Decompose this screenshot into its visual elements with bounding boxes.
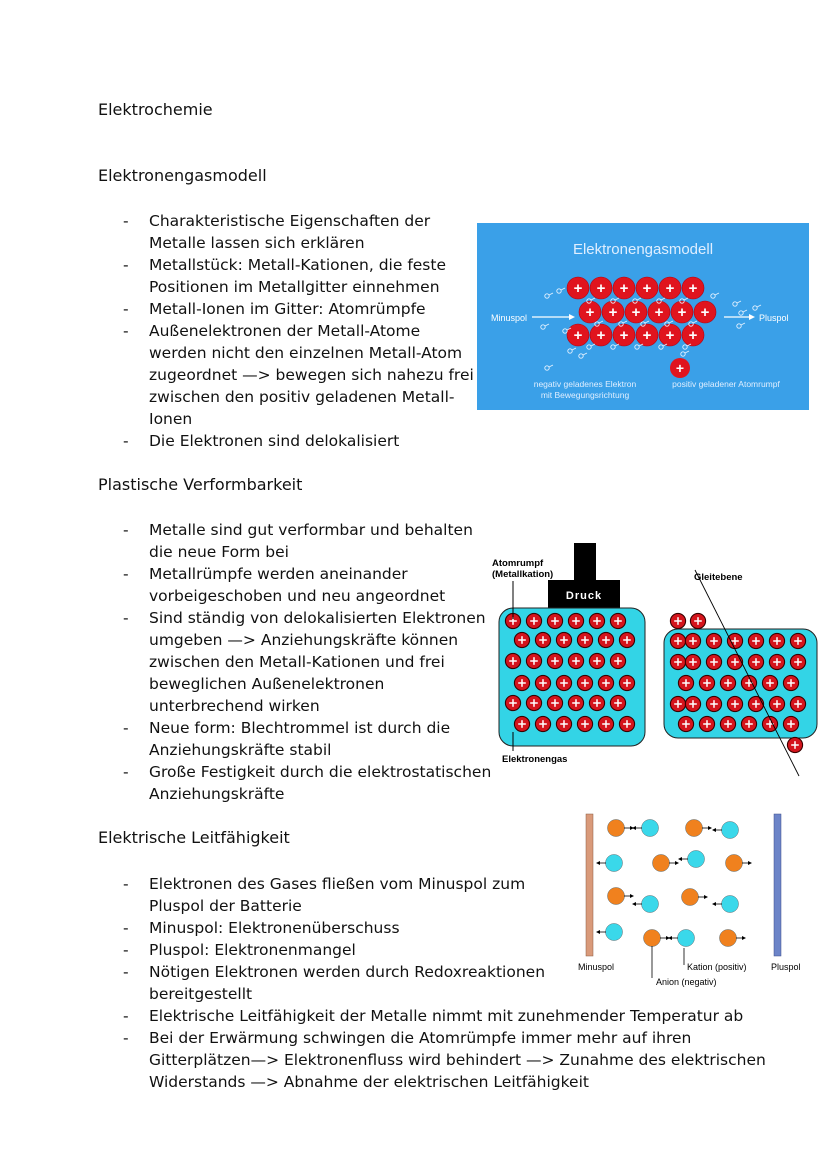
bullet-item — [123, 210, 431, 254]
anion-mark — [678, 930, 695, 947]
motion-arrow-head — [742, 936, 746, 940]
motion-arrow-head — [675, 861, 679, 865]
bullet-item — [123, 961, 546, 1005]
plus-sign: + — [596, 280, 606, 297]
plus-sign: + — [608, 304, 618, 321]
bullet-item — [123, 607, 486, 717]
bullet-item — [123, 563, 446, 607]
motion-arrow-head — [596, 861, 600, 865]
bullet-line: zugeordnet —> bewegen sich nahezu frei — [149, 366, 474, 384]
bullet-line: Außenelektronen der Metall-Atome — [149, 322, 421, 340]
kation-mark — [686, 820, 703, 837]
minuspol-electrode — [586, 814, 593, 956]
kation-label: Kation (positiv) — [687, 962, 747, 972]
bullet-dash: - — [123, 256, 129, 274]
figure-leitfaehigkeit — [576, 810, 816, 990]
bullet-line: zwischen den Metall-Kationen und frei — [149, 653, 445, 671]
bullet-item — [123, 298, 426, 320]
bullet-line: Die Elektronen sind delokalisiert — [149, 432, 400, 450]
section-heading-leitfaehigkeit: Elektrische Leitfähigkeit — [98, 828, 290, 847]
bullet-dash: - — [123, 1029, 129, 1047]
bullet-line: Metall-Ionen im Gitter: Atomrümpfe — [149, 300, 426, 318]
anion-label: Anion (negativ) — [656, 977, 717, 987]
bullet-item — [123, 254, 446, 298]
bullet-line: Große Festigkeit durch die elektrostatischen — [149, 763, 492, 781]
kation-mark — [653, 855, 670, 872]
bullet-dash: - — [123, 719, 129, 737]
plus-sign: + — [665, 327, 675, 344]
motion-arrow-head — [630, 894, 634, 898]
bullet-item — [123, 761, 492, 805]
bullet-line: werden nicht den einzelnen Metall-Atom — [149, 344, 463, 362]
bullet-item — [123, 939, 356, 961]
bullet-line: Pluspol: Elektronenmangel — [149, 941, 356, 959]
bullet-line: vorbeigeschoben und neu angeordnet — [149, 587, 446, 605]
plus-sign: + — [675, 360, 685, 376]
bullet-dash: - — [123, 212, 129, 230]
anion-mark — [688, 851, 705, 868]
bullet-line: umgeben —> Anziehungskräfte können — [149, 631, 459, 649]
plus-sign: + — [631, 304, 641, 321]
bullet-dash: - — [123, 963, 129, 981]
kation-mark — [644, 930, 661, 947]
bullet-dash: - — [123, 941, 129, 959]
section-heading-verformbarkeit: Plastische Verformbarkeit — [98, 475, 303, 494]
kation-mark — [726, 855, 743, 872]
bullet-line: Bei der Erwärmung schwingen die Atomrümpfe immer mehr auf ihren — [149, 1029, 692, 1047]
bullet-line: Sind ständig von delokalisierten Elektronen — [149, 609, 486, 627]
anion-mark — [606, 855, 623, 872]
motion-arrow-head — [712, 828, 716, 832]
anion-mark — [722, 896, 739, 913]
kation-mark — [682, 889, 699, 906]
bullet-line: Metallrümpfe werden aneinander — [149, 565, 408, 583]
bullet-line: Neue form: Blechtrommel ist durch die — [149, 719, 451, 737]
bullet-line: Elektrische Leitfähigkeit der Metalle nimmt mit zunehmender Temperatur ab — [149, 1007, 744, 1025]
bullet-line: zwischen den positiv geladenen Metall- — [149, 388, 455, 406]
bullet-item — [123, 717, 451, 761]
electron-legend-1: negativ geladenes Elektron — [533, 379, 637, 389]
section-heading-elektronengasmodell: Elektronengasmodell — [98, 166, 267, 185]
bullet-line: Nötigen Elektronen werden durch Redoxreaktionen — [149, 963, 546, 981]
motion-arrow-head — [678, 857, 682, 861]
bullet-line: Minuspol: Elektronenüberschuss — [149, 919, 400, 937]
pluspol-electrode — [774, 814, 781, 956]
cation-legend: positiv geladener Atomrumpf — [672, 379, 780, 389]
figure-verformbarkeit — [488, 540, 824, 778]
anion-mark — [642, 820, 659, 837]
bullet-line: Gitterplätzen—> Elektronenfluss wird behindert —> Zunahme des elektrischen — [149, 1051, 766, 1069]
gleitebene-label: Gleitebene — [694, 572, 743, 583]
plus-sign: + — [596, 327, 606, 344]
plus-sign: + — [700, 304, 710, 321]
plus-sign: + — [573, 280, 583, 297]
plus-sign: + — [688, 280, 698, 297]
anion-mark — [642, 896, 659, 913]
bullet-item — [123, 320, 474, 430]
pluspol-label: Pluspol — [759, 313, 789, 323]
bullet-line: Positionen im Metallgitter einnehmen — [149, 278, 440, 296]
plus-sign: + — [642, 280, 652, 297]
figure-elektronengasmodell — [477, 223, 809, 410]
bullet-item — [123, 430, 400, 452]
bullet-line: Metallstück: Metall-Kationen, die feste — [149, 256, 446, 274]
bullet-dash: - — [123, 1007, 129, 1025]
minuspol-label: Minuspol — [491, 313, 528, 323]
bullet-line: Widerstands —> Abnahme der elektrischen Leitfähigkeit — [149, 1073, 589, 1091]
motion-arrow-head — [748, 861, 752, 865]
bullet-dash: - — [123, 521, 129, 539]
plus-sign: + — [585, 304, 595, 321]
plus-sign: + — [677, 304, 687, 321]
kation-mark — [608, 820, 625, 837]
atomrumpf-label-1: Atomrumpf — [492, 558, 544, 569]
bullet-line: unterbrechend wirken — [149, 697, 320, 715]
motion-arrow-head — [704, 895, 708, 899]
bullet-line: beweglichen Außenelektronen — [149, 675, 385, 693]
kation-mark — [720, 930, 737, 947]
motion-arrow-head — [632, 826, 636, 830]
bullet-line: Charakteristische Eigenschaften der — [149, 212, 431, 230]
motion-arrow-head — [632, 902, 636, 906]
motion-arrow-head — [712, 902, 716, 906]
bullet-line: Elektronen des Gases fließen vom Minuspol zum — [149, 875, 526, 893]
bullet-dash: - — [123, 609, 129, 627]
bullet-dash: - — [123, 875, 129, 893]
bullet-dash: - — [123, 919, 129, 937]
bullet-line: Anziehungskräfte — [149, 785, 285, 803]
bullet-line: Ionen — [149, 410, 193, 428]
bullet-item — [123, 1027, 766, 1093]
bullet-line: die neue Form bei — [149, 543, 289, 561]
bullet-dash: - — [123, 322, 129, 340]
bullet-line: Metalle sind gut verformbar und behalten — [149, 521, 473, 539]
electron-legend-2: mit Bewegungsrichtung — [540, 390, 630, 400]
motion-arrow-head — [708, 826, 712, 830]
plus-sign: + — [665, 280, 675, 297]
bullet-dash: - — [123, 432, 129, 450]
bullet-line: Metalle lassen sich erklären — [149, 234, 365, 252]
minuspol-label: Minuspol — [578, 962, 615, 972]
plus-sign: + — [619, 280, 629, 297]
bullet-dash: - — [123, 300, 129, 318]
elektronengas-label: Elektronengas — [502, 754, 568, 765]
bullet-item — [123, 917, 400, 939]
plus-sign: + — [573, 327, 583, 344]
bullet-dash: - — [123, 565, 129, 583]
press-stem — [574, 543, 596, 581]
pluspol-label: Pluspol — [771, 962, 801, 972]
anion-mark — [606, 924, 623, 941]
motion-arrow-head — [596, 930, 600, 934]
ion-field — [596, 820, 752, 947]
figure1-title: Elektronengasmodell — [572, 241, 714, 258]
bullet-item — [123, 519, 473, 563]
plus-sign: + — [619, 327, 629, 344]
kation-mark — [608, 888, 625, 905]
plus-sign: + — [654, 304, 664, 321]
atomrumpf-label-2: (Metallkation) — [492, 569, 554, 580]
anion-mark — [722, 822, 739, 839]
motion-arrow-head — [668, 936, 672, 940]
plus-sign: + — [688, 327, 698, 344]
document-title: Elektrochemie — [98, 100, 213, 119]
plus-sign: + — [642, 327, 652, 344]
bullet-line: Anziehungskräfte stabil — [149, 741, 332, 759]
bullet-line: bereitgestellt — [149, 985, 253, 1003]
bullet-item — [123, 1005, 744, 1027]
bullet-dash: - — [123, 763, 129, 781]
druck-label: Druck — [565, 590, 603, 602]
bullet-line: Pluspol der Batterie — [149, 897, 302, 915]
bullet-item — [123, 873, 526, 917]
